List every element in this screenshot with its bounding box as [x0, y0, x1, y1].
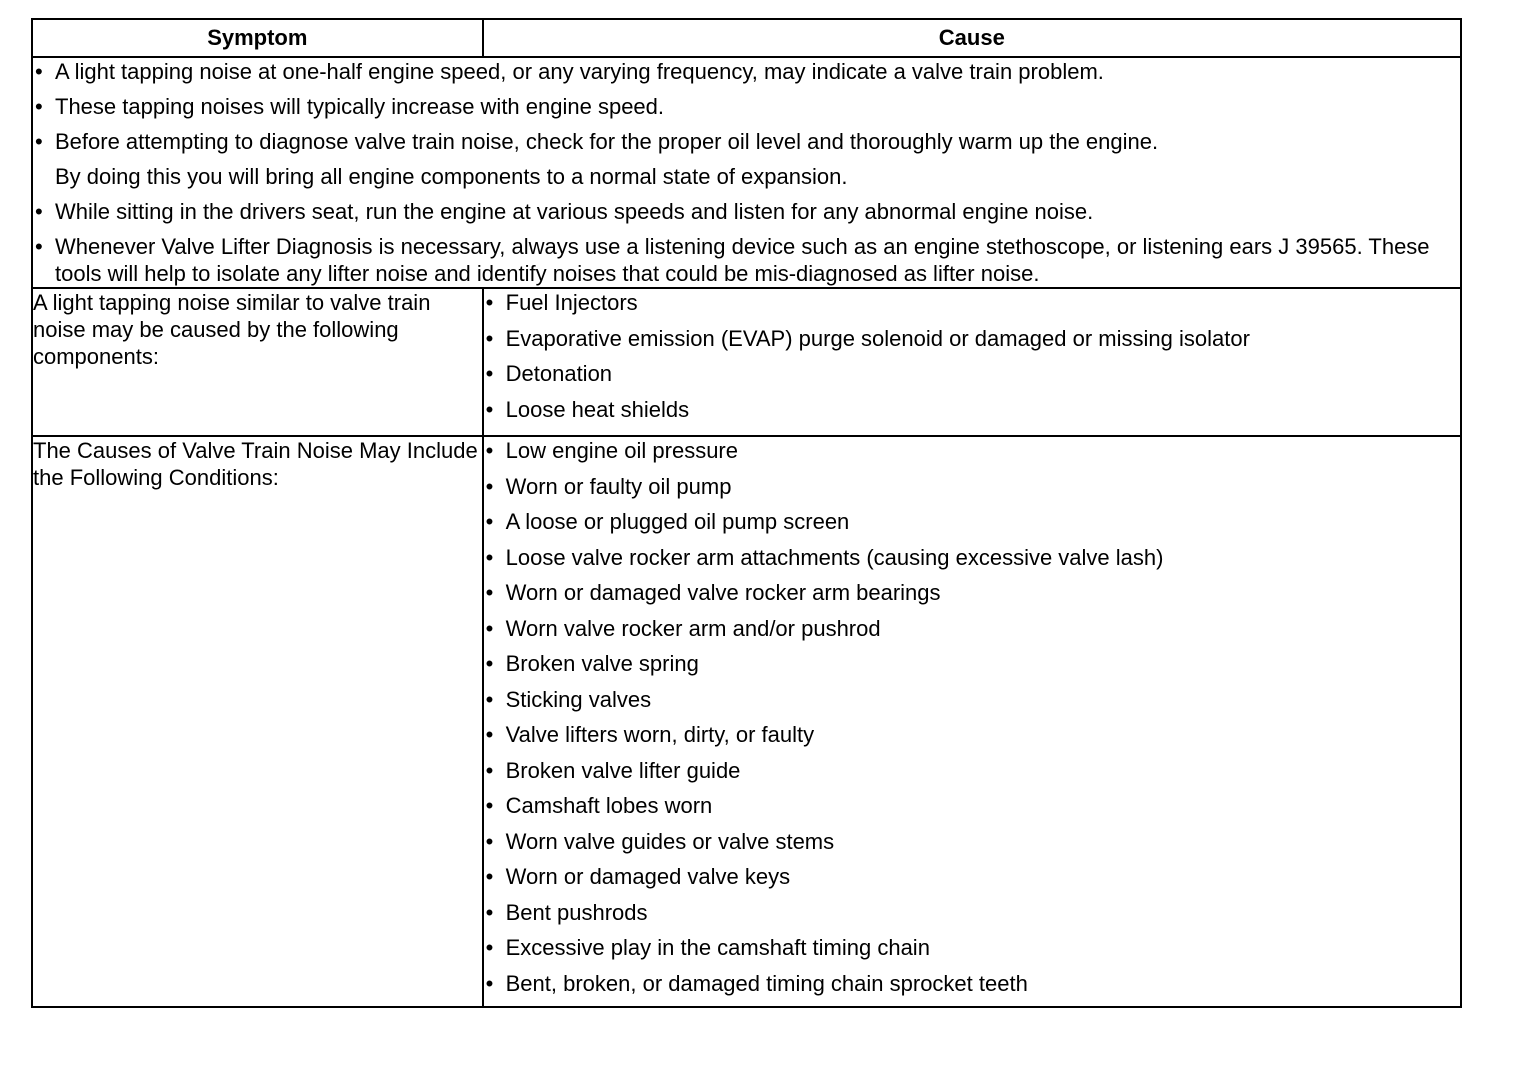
intro-bullet-continuation: By doing this you will bring all engine components to a normal state of expansion. — [55, 164, 848, 189]
cause-item: • A loose or plugged oil pump screen — [484, 508, 1460, 535]
table-header-row — [32, 19, 1461, 57]
intro-row — [32, 57, 1461, 288]
cause-cell — [483, 436, 1461, 1007]
diagnosis-table — [31, 18, 1462, 1008]
cause-item: • Camshaft lobes worn — [484, 792, 1460, 819]
cause-item: • Broken valve lifter guide — [484, 757, 1460, 784]
cause-item: • Bent, broken, or damaged timing chain sprocket teeth — [484, 970, 1460, 997]
cause-item: • Worn valve rocker arm and/or pushrod — [484, 615, 1460, 642]
cause-item: • Sticking valves — [484, 686, 1460, 713]
cause-item: • Loose valve rocker arm attachments (causing excessive valve lash) — [484, 544, 1460, 571]
cause-item: • Detonation — [484, 360, 1460, 387]
cause-item: • Loose heat shields — [484, 396, 1460, 423]
table-row — [32, 288, 1461, 436]
intro-cell — [32, 57, 1461, 288]
cause-list — [484, 289, 1460, 423]
cause-item: • Worn valve guides or valve stems — [484, 828, 1460, 855]
intro-bullet: • A light tapping noise at one-half engine speed, or any varying frequency, may indicate a valve train problem. — [33, 58, 1460, 85]
cause-item: • Broken valve spring — [484, 650, 1460, 677]
cause-item: • Worn or damaged valve keys — [484, 863, 1460, 890]
cause-list — [484, 437, 1460, 997]
cause-item: • Valve lifters worn, dirty, or faulty — [484, 721, 1460, 748]
cause-item: • Worn or damaged valve rocker arm bearings — [484, 579, 1460, 606]
cause-item: • Evaporative emission (EVAP) purge solenoid or damaged or missing isolator — [484, 325, 1460, 352]
cause-item: • Bent pushrods — [484, 899, 1460, 926]
intro-bullet-list — [33, 58, 1460, 287]
symptom-cell: The Causes of Valve Train Noise May Include the Following Conditions: — [32, 436, 483, 1007]
intro-bullet: • While sitting in the drivers seat, run the engine at various speeds and listen for any abnormal engine noise. — [33, 198, 1460, 225]
table-row — [32, 436, 1461, 1007]
intro-bullet: • Before attempting to diagnose valve train noise, check for the proper oil level and thoroughly warm up the engine. By doing this you will bring all engine components to a normal state of expansion. — [33, 128, 1460, 190]
cause-cell — [483, 288, 1461, 436]
cause-item: • Worn or faulty oil pump — [484, 473, 1460, 500]
symptom-column-header: Symptom — [32, 19, 483, 57]
cause-item: • Excessive play in the camshaft timing chain — [484, 934, 1460, 961]
intro-bullet: • Whenever Valve Lifter Diagnosis is necessary, always use a listening device such as an engine stethoscope, or listening ears J 39565. These tools will help to isolate any lifter noise and identify noises that could be mis-diagnosed as lifter noise. — [33, 233, 1460, 287]
intro-bullet: • These tapping noises will typically increase with engine speed. — [33, 93, 1460, 120]
symptom-cell: A light tapping noise similar to valve train noise may be caused by the following components: — [32, 288, 483, 436]
cause-column-header: Cause — [483, 19, 1461, 57]
cause-item: • Fuel Injectors — [484, 289, 1460, 316]
cause-item: • Low engine oil pressure — [484, 437, 1460, 464]
